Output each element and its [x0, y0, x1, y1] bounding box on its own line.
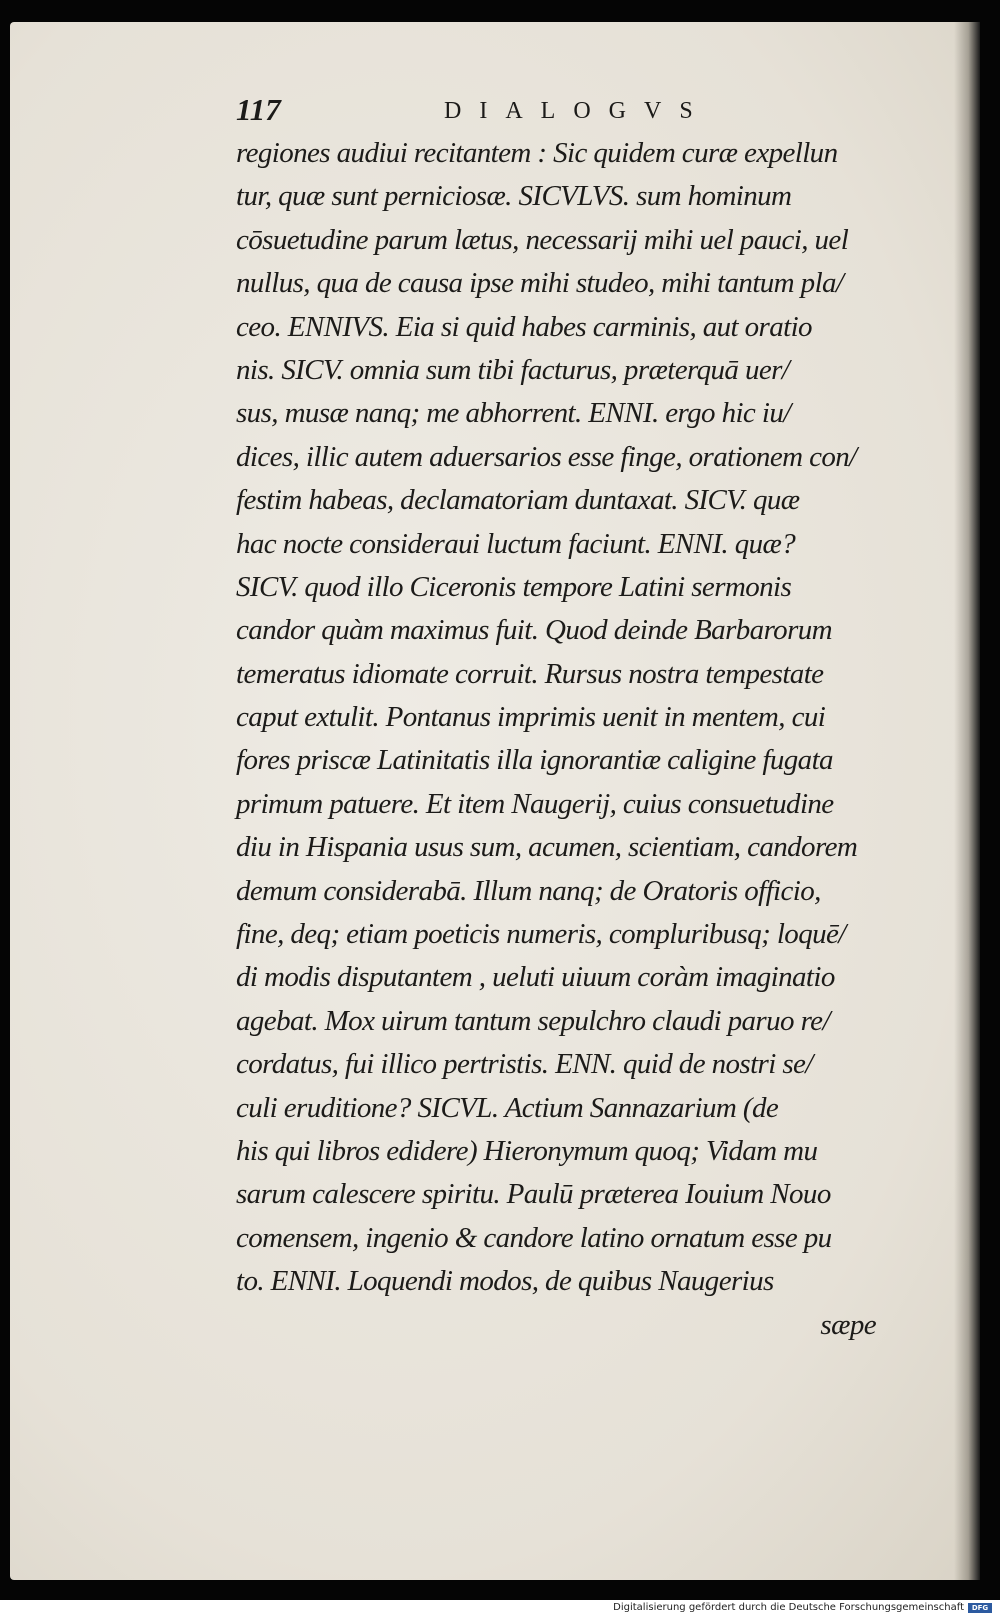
dfg-logo: DFG: [968, 1603, 992, 1613]
text-line: nis. SICV. omnia sum tibi facturus, præterquā uer/: [236, 353, 790, 386]
text-line: nullus, qua de causa ipse mihi studeo, mihi tantum pla/: [236, 267, 844, 300]
text-line: tur, quæ sunt perniciosæ. SICVLVS. sum hominum: [236, 180, 792, 213]
text-line: festim habeas, declamatoriam duntaxat. SICV. quæ: [236, 484, 800, 517]
text-line: sus, musæ nanq; me abhorrent. ENNI. ergo hic iu/: [236, 397, 791, 430]
text-line: culi eruditione? SICVL. Actium Sannazarium (de: [236, 1091, 779, 1124]
text-line: regiones audiui recitantem : Sic quidem curæ expellun: [236, 137, 838, 169]
text-line: hac nocte consideraui luctum faciunt. ENNI. quæ?: [236, 527, 796, 560]
text-line: caput extulit. Pontanus imprimis uenit in mentem, cui: [236, 701, 826, 734]
text-line: diu in Hispania usus sum, acumen, scientiam, candorem: [236, 831, 858, 864]
text-line: cōsuetudine parum lætus, necessarij mihi uel pauci, uel: [236, 223, 849, 256]
text-line: candor quàm maximus fuit. Quod deinde Barbarorum: [236, 614, 833, 647]
text-line: ceo. ENNIVS. Eia si quid habes carminis, aut oratio: [236, 310, 812, 343]
text-line: sarum calescere spiritu. Paulū præterea Iouium Nouo: [236, 1178, 831, 1211]
page-gutter-shadow: [954, 22, 980, 1580]
running-head: DIALOGVS: [444, 98, 711, 124]
text-line: to. ENNI. Loquendi modos, de quibus Naugerius: [236, 1265, 774, 1298]
text-line: primum patuere. Et item Naugerij, cuius consuetudine: [236, 787, 834, 820]
folio-number: 117: [236, 92, 281, 127]
text-line: SICV. quod illo Ciceronis tempore Latini sermonis: [236, 570, 792, 603]
text-line: cordatus, fui illico pertristis. ENN. quid de nostri se/: [236, 1048, 813, 1081]
text-line: fine, deq; etiam poeticis numeris, compluribusq; loquē/: [236, 918, 846, 951]
page-header: [236, 92, 926, 132]
text-line: demum considerabā. Illum nanq; de Oratoris officio,: [236, 874, 821, 907]
text-line: agebat. Mox uirum tantum sepulchro claudi paruo re/: [236, 1004, 830, 1037]
footer-bar: [0, 1600, 1000, 1616]
text-line: comensem, ingenio & candore latino ornatum esse pu: [236, 1221, 832, 1254]
text-block: [236, 132, 936, 1347]
text-line: sæpe: [820, 1308, 876, 1341]
text-line: dices, illic autem aduersarios esse finge, orationem con/: [236, 440, 857, 473]
text-line: di modis disputantem , ueluti uiuum coràm imaginatio: [236, 961, 835, 994]
text-line: his qui libros edidere) Hieronymum quoq; Vidam mu: [236, 1134, 818, 1167]
text-line: temeratus idiomate corruit. Rursus nostra tempestate: [236, 657, 824, 690]
text-line: fores priscæ Latinitatis illa ignorantiæ caligine fugata: [236, 744, 833, 777]
funding-notice: Digitalisierung gefördert durch die Deutsche Forschungsgemeinschaft: [613, 1602, 964, 1613]
